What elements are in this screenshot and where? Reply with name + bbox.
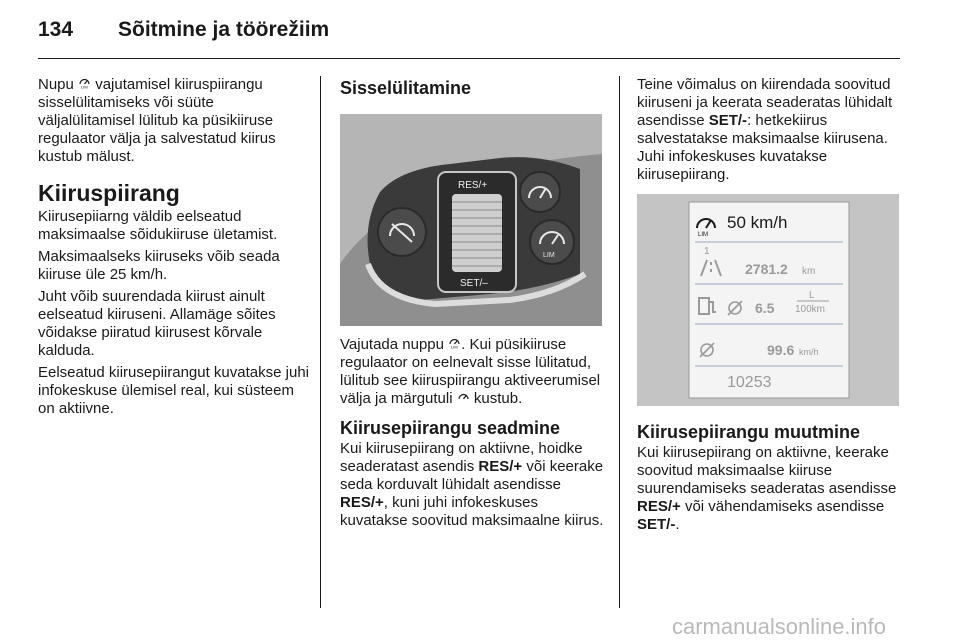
display-avg-unit: km/h [799, 347, 819, 357]
heading-activation: Sisselülitamine [340, 78, 472, 98]
column-2 [340, 76, 604, 534]
display-trip-unit: km [802, 266, 816, 277]
svg-text:LIM: LIM [81, 84, 88, 89]
display-fuel-unit-top: L [809, 290, 815, 301]
display-speed-limit: 50 km/h [727, 213, 788, 232]
display-trip-value: 2781.2 [745, 261, 788, 277]
display-fuel-unit-bottom: 100km [795, 304, 826, 315]
paragraph-press-button: Vajutada nuppu LIM . Kui püsikiiruse regulaator on eelnevalt sisse lülitatud, lülitub see kiiruspiirangu aktiveerumisel välja ja märgutuli kustub. [340, 336, 601, 407]
paragraph-intro: Nupu LIM vajutamisel kiiruspiirangu sisselülitamiseks või süüte väljalülitamisel lülitub ka püsikiiruse regulaator välja ja salvestatud kiirus kustub mälust. [38, 76, 276, 165]
display-lim-label: LIM [698, 232, 709, 238]
cruise-control-indicator-icon [457, 390, 470, 403]
heading-speed-limiter: Kiiruspiirang [38, 180, 180, 206]
paragraph-driver-speed: Juht võib suurendada kiirust ainult eelseatud kiiruseni. Allamäge sõites võidakse piiratud kiirusest kõrvale kalduda. [38, 288, 276, 359]
display-avg-value: 99.6 [767, 342, 795, 358]
paragraph-limiter-desc: Kiirusepiiarng väldib eelseatud maksimaalse sõidukiiruse ületamist. [38, 208, 278, 243]
res-plus-label: RES/+ [458, 180, 488, 191]
paragraph-display-info: Eelseatud kiirusepiirangut kuvatakse juhi infokeskuse ülemisel real, kui süsteem on aktiivne. [38, 364, 309, 417]
column-1 [38, 76, 310, 422]
header-rule [38, 58, 900, 59]
display-fuel-value: 6.5 [755, 300, 775, 316]
speed-limiter-icon [78, 76, 91, 89]
page-title: Sõitmine ja töörežiim [118, 18, 330, 41]
lim-label: LIM [543, 252, 555, 259]
watermark: carmanualsonline.info [672, 614, 887, 639]
set-minus-label: SET/– [460, 278, 488, 289]
page-number: 134 [38, 18, 74, 41]
column-divider-1 [320, 76, 321, 608]
heading-change-limit: Kiirusepiirangu muutmine [637, 422, 861, 442]
display-odometer: 10253 [727, 374, 772, 391]
column-divider-2 [619, 76, 620, 608]
heading-set-limit: Kiirusepiirangu seadmine [340, 418, 561, 438]
info-display-illustration [637, 194, 899, 406]
column-3 [637, 76, 903, 538]
steering-wheel-illustration [340, 114, 602, 326]
display-trip-index: 1 [704, 246, 710, 257]
speed-limiter-icon [448, 336, 461, 349]
paragraph-min-speed: Maksimaalseks kiiruseks võib seada kiiruse üle 25 km/h. [38, 248, 280, 283]
paragraph-change-limit: Kui kiirusepiirang on aktiivne, keerake soovitud maksimaalse kiiruse suurendamiseks seaderatas asendisse RES/+ või vähendamiseks asendisse SET/-. [637, 444, 897, 533]
paragraph-set-limit: Kui kiirusepiirang on aktiivne, hoidke seaderatast asendis RES/+ või keerake seda korduvalt lühidalt asendisse RES/+, kuni juhi infokeskuses kuvatakse soovitud maksimaalne kiirus. [340, 440, 604, 529]
steering-wheel-controls-image [340, 114, 602, 326]
paragraph-accelerate: Teine võimalus on kiirendada soovitud kiiruseni ja keerata seaderatas lühidalt asendisse SET/-: hetkekiirus salvestatakse maksimaalse kiirusena. Juhi infokeskuses kuvatakse kiirusepiirang. [637, 76, 893, 183]
svg-text:LIM: LIM [451, 344, 458, 349]
page-header [0, 0, 960, 56]
driver-info-display-image [637, 194, 899, 406]
